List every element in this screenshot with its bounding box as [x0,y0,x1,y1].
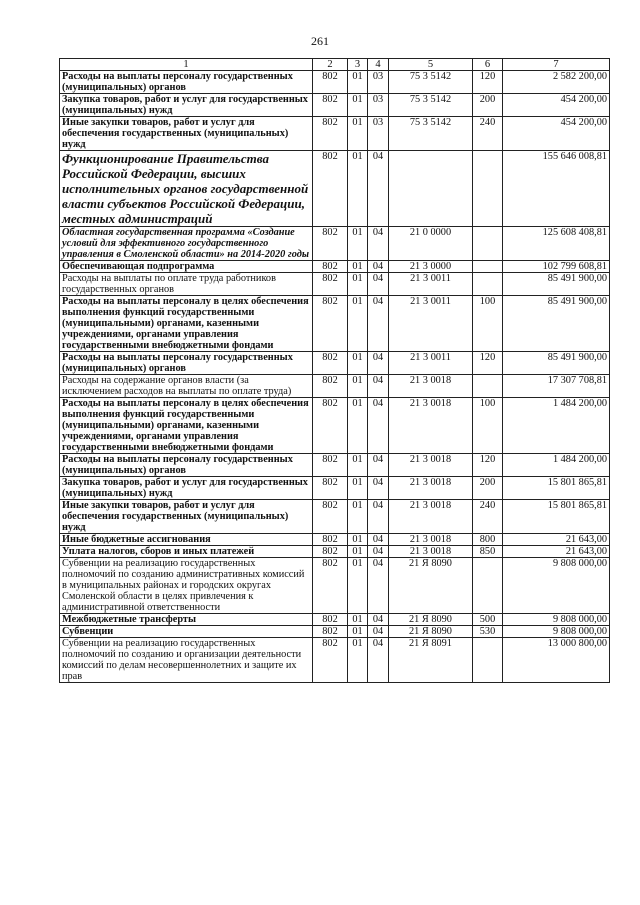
row-expense-type: 200 [473,94,503,117]
row-expense-type: 240 [473,117,503,151]
header-col-1: 1 [60,59,313,71]
row-admin-code: 802 [313,546,348,558]
row-subsection: 04 [368,614,389,626]
row-expense-type [473,273,503,296]
row-target-article: 21 3 0011 [389,273,473,296]
header-col-6: 6 [473,59,503,71]
row-section: 01 [348,614,368,626]
row-name: Уплата налогов, сборов и иных платежей [60,546,313,558]
row-section: 01 [348,546,368,558]
row-amount: 102 799 608,81 [503,261,610,273]
row-section: 01 [348,500,368,534]
row-section: 01 [348,534,368,546]
row-target-article: 75 3 5142 [389,94,473,117]
row-subsection: 04 [368,534,389,546]
row-amount: 17 307 708,81 [503,375,610,398]
table-row [60,375,610,398]
row-target-article: 21 3 0000 [389,261,473,273]
row-name: Расходы на выплаты персоналу в целях обеспечения выполнения функций государственными (муниципальными) органами, казенными учреждениями, органами управления государственными внебюджетными фондами [60,296,313,352]
table-row [60,151,610,227]
row-target-article: 75 3 5142 [389,117,473,151]
row-amount: 454 200,00 [503,117,610,151]
row-expense-type [473,227,503,261]
header-col-5: 5 [389,59,473,71]
row-expense-type: 100 [473,398,503,454]
row-amount: 15 801 865,81 [503,477,610,500]
row-section: 01 [348,638,368,683]
row-admin-code: 802 [313,614,348,626]
row-expense-type: 100 [473,296,503,352]
row-target-article: 21 Я 8090 [389,558,473,614]
row-subsection: 04 [368,626,389,638]
row-subsection: 04 [368,398,389,454]
table-row [60,352,610,375]
row-subsection: 04 [368,546,389,558]
row-name: Межбюджетные трансферты [60,614,313,626]
row-amount: 85 491 900,00 [503,273,610,296]
row-target-article: 21 Я 8091 [389,638,473,683]
row-section: 01 [348,454,368,477]
row-name: Расходы на выплаты персоналу государственных (муниципальных) органов [60,454,313,477]
row-amount: 1 484 200,00 [503,398,610,454]
row-subsection: 04 [368,261,389,273]
row-name: Функционирование Правительства Российской Федерации, высших исполнительных органов государственной власти субъектов Российской Федерации, местных администраций [60,151,313,227]
table-row [60,534,610,546]
row-expense-type [473,558,503,614]
table-body [60,71,610,683]
table-row [60,227,610,261]
table-row [60,94,610,117]
row-name: Областная государственная программа «Создание условий для эффективного государственного управления в Смоленской области» на 2014-2020 годы [60,227,313,261]
row-subsection: 04 [368,558,389,614]
row-subsection: 03 [368,94,389,117]
page-number: 261 [311,34,329,48]
row-admin-code: 802 [313,151,348,227]
row-target-article: 21 3 0018 [389,375,473,398]
row-subsection: 04 [368,454,389,477]
row-name: Иные закупки товаров, работ и услуг для обеспечения государственных (муниципальных) нужд [60,117,313,151]
row-target-article: 21 3 0018 [389,398,473,454]
table-row [60,261,610,273]
row-target-article: 21 3 0011 [389,352,473,375]
row-target-article: 21 3 0018 [389,534,473,546]
row-admin-code: 802 [313,296,348,352]
row-expense-type: 120 [473,71,503,94]
row-admin-code: 802 [313,94,348,117]
row-name: Закупка товаров, работ и услуг для государственных (муниципальных) нужд [60,94,313,117]
row-section: 01 [348,261,368,273]
row-admin-code: 802 [313,534,348,546]
row-amount: 9 808 000,00 [503,614,610,626]
row-expense-type: 120 [473,352,503,375]
row-expense-type: 500 [473,614,503,626]
table-header [60,59,610,71]
row-section: 01 [348,375,368,398]
row-admin-code: 802 [313,398,348,454]
row-admin-code: 802 [313,558,348,614]
header-col-7: 7 [503,59,610,71]
row-subsection: 04 [368,375,389,398]
budget-table [59,58,610,683]
row-section: 01 [348,352,368,375]
row-subsection: 04 [368,352,389,375]
row-admin-code: 802 [313,261,348,273]
row-admin-code: 802 [313,500,348,534]
row-name: Субвенции на реализацию государственных полномочий по созданию административных комиссий в муниципальных районах и городских округах Смоленской области в целях привлечения к административной ответственности [60,558,313,614]
row-target-article: 21 3 0018 [389,454,473,477]
header-col-3: 3 [348,59,368,71]
row-section: 01 [348,558,368,614]
row-amount: 2 582 200,00 [503,71,610,94]
row-amount: 21 643,00 [503,546,610,558]
row-section: 01 [348,296,368,352]
table-row [60,398,610,454]
row-section: 01 [348,117,368,151]
row-amount: 454 200,00 [503,94,610,117]
row-section: 01 [348,398,368,454]
row-expense-type [473,261,503,273]
row-expense-type: 120 [473,454,503,477]
row-expense-type: 240 [473,500,503,534]
row-name: Расходы на выплаты персоналу в целях обеспечения выполнения функций государственными (муниципальными) органами, казенными учреждениями, органами управления государственными внебюджетными фондами [60,398,313,454]
row-target-article: 21 3 0018 [389,500,473,534]
row-target-article: 21 3 0018 [389,546,473,558]
row-target-article: 21 3 0018 [389,477,473,500]
table-row [60,71,610,94]
row-amount: 9 808 000,00 [503,626,610,638]
row-name: Субвенции на реализацию государственных полномочий по созданию и организации деятельности комиссий по делам несовершеннолетних и защите их прав [60,638,313,683]
row-subsection: 04 [368,151,389,227]
row-amount: 15 801 865,81 [503,500,610,534]
row-amount: 155 646 008,81 [503,151,610,227]
row-name: Расходы на выплаты по оплате труда работников государственных органов [60,273,313,296]
row-amount: 21 643,00 [503,534,610,546]
row-admin-code: 802 [313,375,348,398]
row-subsection: 04 [368,477,389,500]
row-subsection: 04 [368,273,389,296]
row-target-article: 21 Я 8090 [389,614,473,626]
row-admin-code: 802 [313,227,348,261]
row-admin-code: 802 [313,638,348,683]
header-col-4: 4 [368,59,389,71]
row-admin-code: 802 [313,352,348,375]
row-name: Расходы на выплаты персоналу государственных (муниципальных) органов [60,352,313,375]
row-expense-type [473,375,503,398]
row-amount: 85 491 900,00 [503,296,610,352]
row-expense-type: 200 [473,477,503,500]
table-row [60,614,610,626]
row-subsection: 04 [368,500,389,534]
row-subsection: 03 [368,117,389,151]
row-name: Иные закупки товаров, работ и услуг для обеспечения государственных (муниципальных) нужд [60,500,313,534]
row-target-article: 21 Я 8090 [389,626,473,638]
row-amount: 85 491 900,00 [503,352,610,375]
header-col-2: 2 [313,59,348,71]
row-section: 01 [348,94,368,117]
row-expense-type [473,151,503,227]
row-expense-type: 800 [473,534,503,546]
row-target-article: 75 3 5142 [389,71,473,94]
table-row [60,454,610,477]
row-section: 01 [348,273,368,296]
row-amount: 1 484 200,00 [503,454,610,477]
table-row [60,273,610,296]
row-admin-code: 802 [313,626,348,638]
table-row [60,638,610,683]
table-row [60,546,610,558]
row-admin-code: 802 [313,477,348,500]
row-target-article [389,151,473,227]
row-admin-code: 802 [313,71,348,94]
row-section: 01 [348,477,368,500]
row-name: Закупка товаров, работ и услуг для государственных (муниципальных) нужд [60,477,313,500]
row-admin-code: 802 [313,117,348,151]
row-section: 01 [348,71,368,94]
table-row [60,477,610,500]
row-expense-type: 530 [473,626,503,638]
table-row [60,500,610,534]
row-name: Субвенции [60,626,313,638]
row-subsection: 03 [368,71,389,94]
row-name: Иные бюджетные ассигнования [60,534,313,546]
row-expense-type [473,638,503,683]
row-expense-type: 850 [473,546,503,558]
row-section: 01 [348,626,368,638]
row-name: Обеспечивающая подпрограмма [60,261,313,273]
row-name: Расходы на содержание органов власти (за исключением расходов на выплаты по оплате труда) [60,375,313,398]
row-target-article: 21 0 0000 [389,227,473,261]
table-row [60,558,610,614]
row-name: Расходы на выплаты персоналу государственных (муниципальных) органов [60,71,313,94]
table-row [60,296,610,352]
row-subsection: 04 [368,227,389,261]
header-row [60,59,610,71]
row-amount: 125 608 408,81 [503,227,610,261]
row-subsection: 04 [368,638,389,683]
row-amount: 9 808 000,00 [503,558,610,614]
row-section: 01 [348,227,368,261]
table-row [60,626,610,638]
row-subsection: 04 [368,296,389,352]
row-admin-code: 802 [313,454,348,477]
row-admin-code: 802 [313,273,348,296]
row-amount: 13 000 800,00 [503,638,610,683]
table-row [60,117,610,151]
row-target-article: 21 3 0011 [389,296,473,352]
row-section: 01 [348,151,368,227]
